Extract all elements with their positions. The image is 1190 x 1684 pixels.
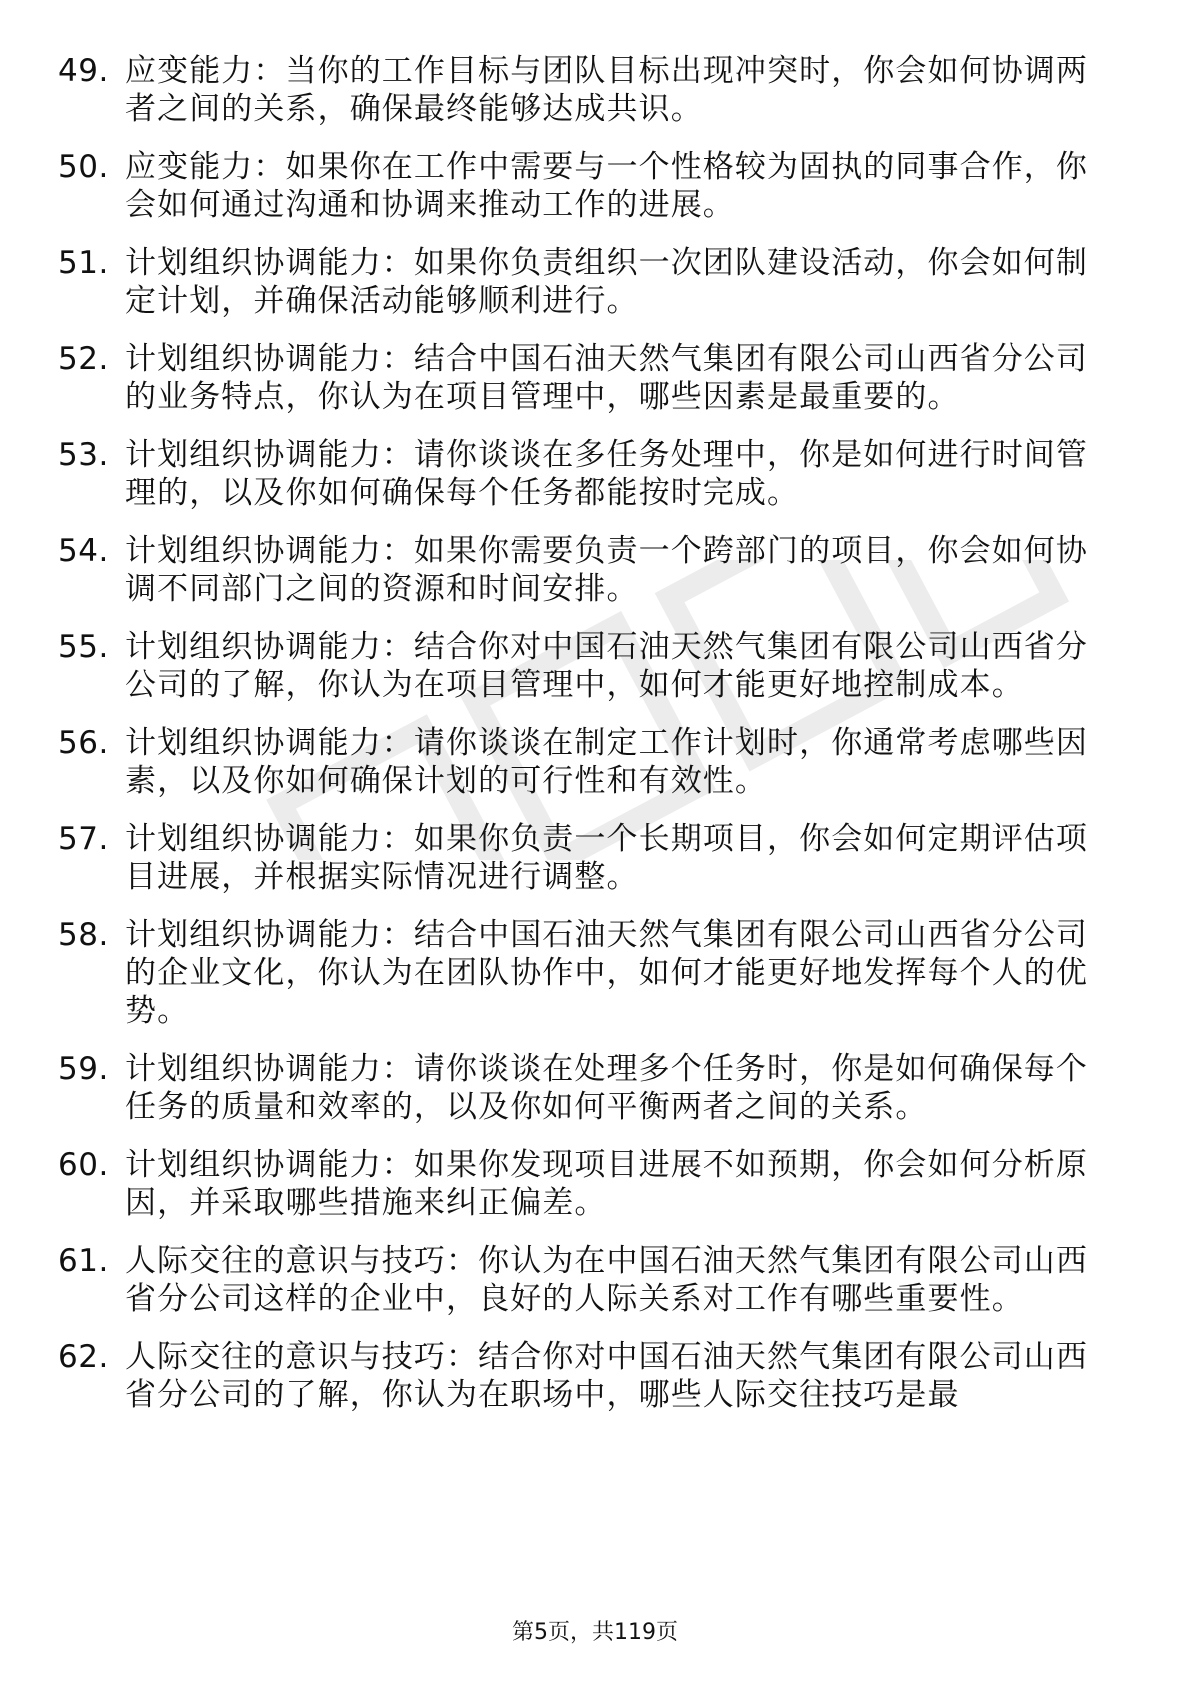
question-text: 计划组织协调能力：如果你负责一个长期项目，你会如何定期评估项目进展，并根据实际情况进行调整。: [125, 821, 1088, 895]
question-text: 计划组织协调能力：如果你需要负责一个跨部门的项目，你会如何协调不同部门之间的资源和时间安排。: [125, 533, 1088, 607]
question-number: 58.: [58, 917, 109, 953]
question-number: 62.: [58, 1339, 109, 1375]
question-text: 计划组织协调能力：结合你对中国石油天然气集团有限公司山西省分公司的了解，你认为在项目管理中，如何才能更好地控制成本。: [125, 629, 1088, 703]
question-number: 56.: [58, 725, 109, 761]
question-number: 57.: [58, 821, 109, 857]
question-item: [58, 1242, 1118, 1318]
question-item: [58, 1146, 1118, 1222]
question-text: 计划组织协调能力：结合中国石油天然气集团有限公司山西省分公司的业务特点，你认为在项目管理中，哪些因素是最重要的。: [125, 341, 1088, 415]
question-number: 59.: [58, 1051, 109, 1087]
question-number: 53.: [58, 437, 109, 473]
question-item: [58, 52, 1118, 128]
question-item: [58, 628, 1118, 704]
question-item: [58, 436, 1118, 512]
question-number: 60.: [58, 1147, 109, 1183]
question-item: [58, 532, 1118, 608]
question-item: [58, 244, 1118, 320]
question-text: 人际交往的意识与技巧：你认为在中国石油天然气集团有限公司山西省分公司这样的企业中，良好的人际关系对工作有哪些重要性。: [125, 1243, 1088, 1317]
question-text: 人际交往的意识与技巧：结合你对中国石油天然气集团有限公司山西省分公司的了解，你认为在职场中，哪些人际交往技巧是最: [125, 1339, 1088, 1413]
question-text: 计划组织协调能力：请你谈谈在处理多个任务时，你是如何确保每个任务的质量和效率的，以及你如何平衡两者之间的关系。: [125, 1051, 1088, 1125]
question-number: 49.: [58, 53, 109, 89]
question-number: 55.: [58, 629, 109, 665]
question-item: [58, 1338, 1118, 1414]
question-list: [58, 52, 1118, 1434]
question-number: 51.: [58, 245, 109, 281]
question-number: 50.: [58, 149, 109, 185]
question-text: 计划组织协调能力：请你谈谈在多任务处理中，你是如何进行时间管理的，以及你如何确保每个任务都能按时完成。: [125, 437, 1088, 511]
question-text: 应变能力：如果你在工作中需要与一个性格较为固执的同事合作，你会如何通过沟通和协调来推动工作的进展。: [125, 149, 1088, 223]
page-footer: 第5页，共119页: [512, 1620, 678, 1645]
question-text: 计划组织协调能力：如果你发现项目进展不如预期，你会如何分析原因，并采取哪些措施来纠正偏差。: [125, 1147, 1088, 1221]
question-number: 52.: [58, 341, 109, 377]
question-item: [58, 724, 1118, 800]
question-text: 计划组织协调能力：如果你负责组织一次团队建设活动，你会如何制定计划，并确保活动能够顺利进行。: [125, 245, 1088, 319]
question-text: 计划组织协调能力：请你谈谈在制定工作计划时，你通常考虑哪些因素，以及你如何确保计划的可行性和有效性。: [125, 725, 1088, 799]
question-item: [58, 1050, 1118, 1126]
question-item: [58, 916, 1118, 1030]
question-text: 应变能力：当你的工作目标与团队目标出现冲突时，你会如何协调两者之间的关系，确保最终能够达成共识。: [125, 53, 1088, 127]
question-item: [58, 820, 1118, 896]
question-item: [58, 340, 1118, 416]
question-item: [58, 148, 1118, 224]
question-number: 61.: [58, 1243, 109, 1279]
question-text: 计划组织协调能力：结合中国石油天然气集团有限公司山西省分公司的企业文化，你认为在团队协作中，如何才能更好地发挥每个人的优势。: [125, 917, 1088, 1029]
question-number: 54.: [58, 533, 109, 569]
